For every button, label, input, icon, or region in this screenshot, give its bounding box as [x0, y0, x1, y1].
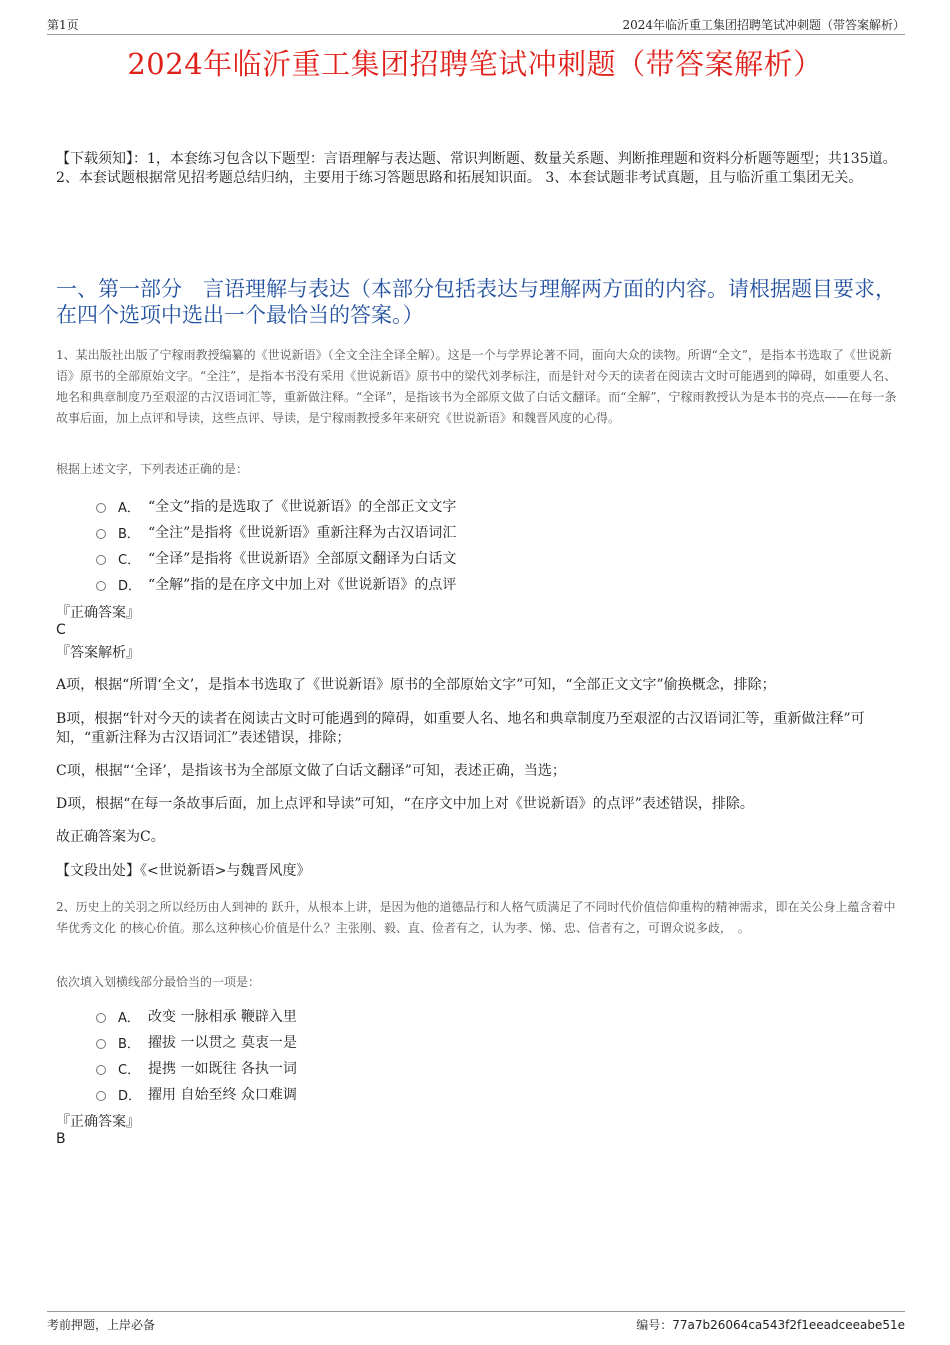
radio-icon[interactable] [96, 581, 106, 591]
question-1-analysis-label: 『答案解析』 [56, 645, 140, 661]
question-2-option-a[interactable]: A． 改变 一脉相承 鞭辟入里 [96, 1003, 696, 1029]
footer-code: 编号：77a7b26064ca543f2f1eeadceeabe51e [636, 1318, 905, 1332]
question-1-option-c[interactable]: C． “全译”是指将《世说新语》全部原文翻译为白话文 [96, 545, 696, 571]
analysis-conclusion: 故正确答案为C。 [56, 829, 165, 845]
page-header [47, 16, 905, 35]
question-2-option-c[interactable]: C． 提携 一如既往 各执一词 [96, 1055, 696, 1081]
download-notice: 【下载须知】：1，本套练习包含以下题型：言语理解与表达题、常识判断题、数量关系题、判断推理题和资料分析题等题型；共135道。 2、本套试题根据常见招考题总结归纳，主要用于练习答题思路和拓展知识面。 3、本套试题非考试真题，且与临沂重工集团无关。 [56, 151, 897, 186]
question-1-option-a[interactable]: A． “全文”指的是选取了《世说新语》的全部正文文字 [96, 493, 696, 519]
analysis-line-a: A项，根据“所谓‘全文’，是指本书选取了《世说新语》原书的全部原始文字”可知，“全部正文文字”偷换概念，排除； [56, 677, 776, 693]
radio-icon[interactable] [96, 1065, 106, 1075]
question-2-option-b[interactable]: B． 擢拔 一以贯之 莫衷一是 [96, 1029, 696, 1055]
radio-icon[interactable] [96, 503, 106, 513]
question-2-prompt: 依次填入划横线部分最恰当的一项是： [56, 975, 261, 989]
page-number: 第1页 [47, 18, 79, 32]
question-1-answer-label: 『正确答案』 [56, 605, 140, 621]
question-1-prompt: 根据上述文字，下列表述正确的是： [56, 462, 249, 476]
radio-icon[interactable] [96, 1013, 106, 1023]
question-1-option-b[interactable]: B． “全注”是指将《世说新语》重新注释为古汉语词汇 [96, 519, 696, 545]
radio-icon[interactable] [96, 1091, 106, 1101]
radio-icon[interactable] [96, 529, 106, 539]
question-2-option-d[interactable]: D． 擢用 自始至终 众口难调 [96, 1081, 696, 1107]
page-footer [47, 1311, 905, 1334]
question-1-answer: C [56, 622, 66, 638]
document-title: 2024年临沂重工集团招聘笔试冲刺题（带答案解析） [127, 47, 823, 81]
question-2-text: 2、历史上的关羽之所以经历由人到神的 跃升，从根本上讲，是因为他的道德品行和人格气质满足了不同时代价值信仰重构的精神需求，即在关公身上蕴含着中华优秀文化 的核心价值。那么这种核心价值是什么？主张刚、毅、直、俭者有之，认为孝、悌、忠、信者有之，可谓众说多歧， 。 [56, 900, 896, 935]
header-doc-title: 2024年临沂重工集团招聘笔试冲刺题（带答案解析） [622, 18, 905, 32]
analysis-line-b: B项，根据“针对今天的读者在阅读古文时可能遇到的障碍，如重要人名、地名和典章制度乃至艰涩的古汉语词汇等，重新做注释”可知，“重新注释为古汉语词汇”表述错误，排除； [56, 711, 865, 746]
question-2-answer: B [56, 1131, 66, 1147]
question-1-text: 1、某出版社出版了宁稼雨教授编纂的《世说新语》（全文全注全译全解）。这是一个与学界论著不同，面向大众的读物。所谓“全文”，是指本书选取了《世说新语》原书的全部原始文字。“全注”，是指本书没有采用《世说新语》原书中的梁代刘孝标注，而是针对今天的读者在阅读古文时可能遇到的障碍，如重要人名、地名和典章制度乃至艰涩的古汉语词汇等，重新做注释。“全译”，是指该书为全部原文做了白话文翻译。而“全解”，宁稼雨教授认为是本书的亮点——在每一条故事后面，加上点评和导读，这些点评、导读，是宁稼雨教授多年来研究《世说新语》和魏晋风度的心得。 [56, 348, 897, 425]
question-1-option-d[interactable]: D． “全解”指的是在序文中加上对《世说新语》的点评 [96, 571, 696, 597]
section-title: 一、第一部分 言语理解与表达（本部分包括表达与理解两方面的内容。请根据题目要求，在四个选项中选出一个最恰当的答案。） [56, 277, 896, 327]
question-2-answer-label: 『正确答案』 [56, 1114, 140, 1130]
analysis-line-d: D项，根据“在每一条故事后面，加上点评和导读”可知，“在序文中加上对《世说新语》的点评”表述错误，排除。 [56, 796, 754, 812]
radio-icon[interactable] [96, 1039, 106, 1049]
question-2-options [96, 1003, 696, 1107]
analysis-line-c: C项，根据“‘全译’，是指该书为全部原文做了白话文翻译”可知，表述正确，当选； [56, 763, 566, 779]
radio-icon[interactable] [96, 555, 106, 565]
question-1-options [96, 493, 696, 597]
footer-slogan: 考前押题，上岸必备 [47, 1318, 156, 1332]
question-1-source: 【文段出处】《<世说新语>与魏晋风度》 [56, 863, 311, 879]
